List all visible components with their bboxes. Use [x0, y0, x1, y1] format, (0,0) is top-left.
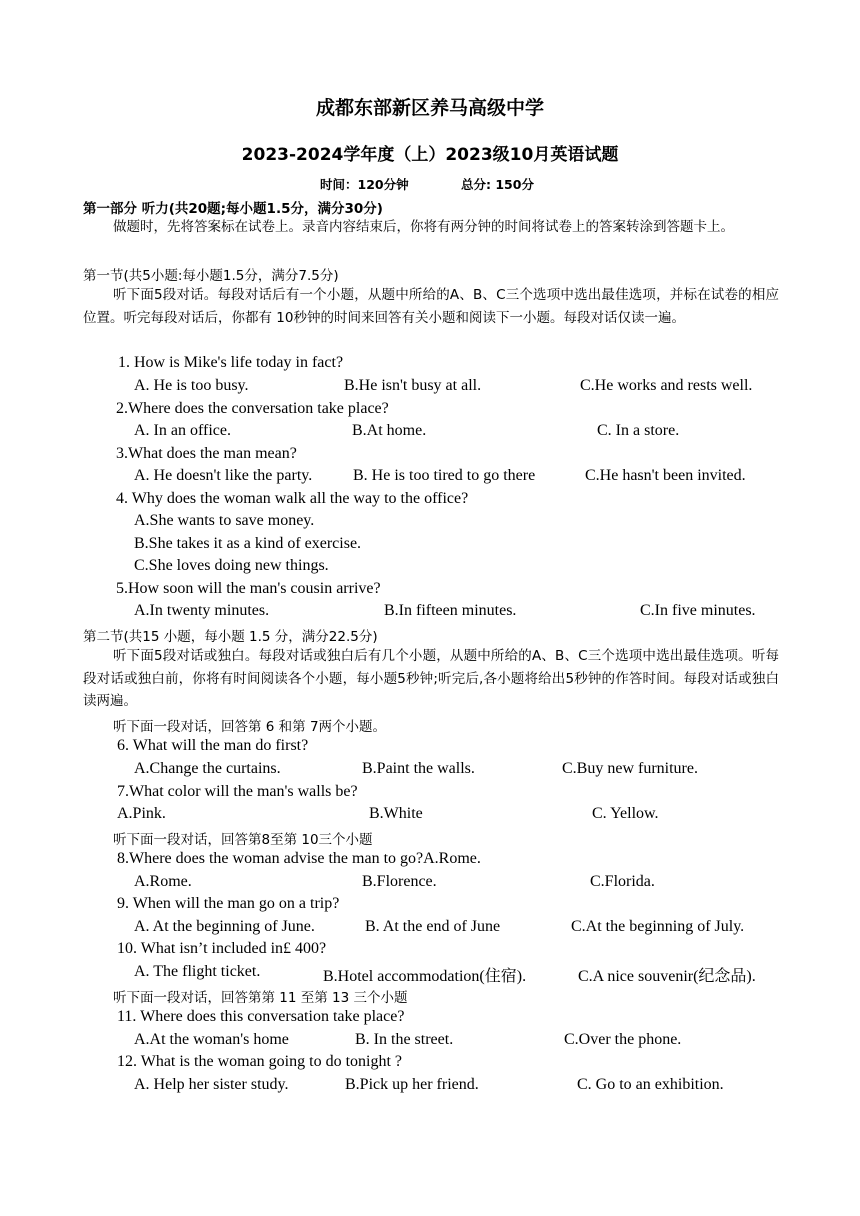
q8-option-b: B.Florence.: [362, 873, 437, 890]
school-name: 成都东部新区养马高级中学: [315, 97, 544, 119]
question-4: 4. Why does the woman walk all the way to the office?: [116, 490, 469, 507]
q3-option-a: A. He doesn't like the party.: [134, 467, 313, 484]
question-1: 1. How is Mike's life today in fact?: [118, 354, 344, 371]
question-10: 10. What isn’t included in£ 400?: [117, 940, 327, 957]
q8-option-c: C.Florida.: [590, 873, 655, 890]
q8-option-a: A.Rome.: [134, 873, 192, 890]
prompt-6-7: 听下面一段对话，回答第 6 和第 7两个小题。: [113, 719, 387, 735]
question-9: 9. When will the man go on a trip?: [117, 895, 340, 912]
q9-option-c: C.At the beginning of July.: [571, 918, 745, 935]
q2-option-c: C. In a store.: [597, 422, 680, 439]
question-11: 11. Where does this conversation take place?: [117, 1008, 405, 1025]
section1-instructions: 听下面5段对话。每段对话后有一个小题，从题中所给的A、B、C三个选项中选出最佳选项，并标在试卷的相应位置。听完每段对话后，你都有 10秒钟的时间来回答有关小题和阅读下一小题。每段对话仅读一遍。: [83, 287, 779, 326]
q6-option-b: B.Paint the walls.: [362, 760, 475, 777]
q4-option-b: B.She takes it as a kind of exercise.: [134, 535, 362, 552]
q11-option-b: B. In the street.: [355, 1031, 454, 1048]
q5-option-a: A.In twenty minutes.: [134, 602, 270, 619]
q2-option-b: B.At home.: [352, 422, 427, 439]
q4-option-c: C.She loves doing new things.: [134, 557, 329, 574]
exam-time: 时间：120分钟: [320, 177, 409, 192]
q4-option-a: A.She wants to save money.: [134, 512, 315, 529]
q5-option-c: C.In five minutes.: [640, 602, 756, 619]
q6-option-c: C.Buy new furniture.: [562, 760, 698, 777]
q3-option-b: B. He is too tired to go there: [353, 467, 536, 484]
question-5: 5.How soon will the man's cousin arrive?: [116, 580, 381, 597]
exam-total: 总分: 150分: [461, 177, 534, 192]
q10-option-b: B.Hotel accommodation(住宿).: [323, 968, 527, 985]
q6-option-a: A.Change the curtains.: [134, 760, 281, 777]
q12-option-c: C. Go to an exhibition.: [577, 1076, 724, 1093]
q9-option-b: B. At the end of June: [365, 918, 501, 935]
q1-option-c: C.He works and rests well.: [580, 377, 753, 394]
question-3: 3.What does the man mean?: [116, 445, 297, 462]
section1-heading: 第一节(共5小题:每小题1.5分，满分7.5分): [83, 268, 339, 284]
question-8: 8.Where does the woman advise the man to go?A.Rome.: [117, 850, 481, 867]
q5-option-b: B.In fifteen minutes.: [384, 602, 517, 619]
prompt-11-13: 听下面一段对话，回答第第 11 至第 13 三个小题: [113, 990, 408, 1006]
q7-option-a: A.Pink.: [117, 805, 166, 822]
section2-instructions: 听下面5段对话或独白。每段对话或独白后有几个小题，从题中所给的A、B、C三个选项中选出最佳选项。听每段对话或独白前，你将有时间阅读各个小题，每小题5秒钟;听完后,各小题将给出5秒钟的作答时间。每段对话或独白读两遍。: [83, 648, 779, 709]
question-6: 6. What will the man do first?: [117, 737, 309, 754]
q3-option-c: C.He hasn't been invited.: [585, 467, 746, 484]
question-12: 12. What is the woman going to do tonight ?: [117, 1053, 403, 1070]
q7-option-c: C. Yellow.: [592, 805, 659, 822]
question-7: 7.What color will the man's walls be?: [117, 783, 358, 800]
part1-heading: 第一部分 听力(共20题;每小题1.5分，满分30分): [83, 201, 383, 217]
q1-option-a: A. He is too busy.: [134, 377, 249, 394]
question-2: 2.Where does the conversation take place?: [116, 400, 389, 417]
q7-option-b: B.White: [369, 805, 423, 822]
prompt-8-10: 听下面一段对话，回答第8至第 10三个小题: [113, 832, 373, 848]
exam-title: 2023-2024学年度（上）2023级10月英语试题: [241, 145, 619, 165]
q12-option-a: A. Help her sister study.: [134, 1076, 289, 1093]
q2-option-a: A. In an office.: [134, 422, 231, 439]
q10-option-a: A. The flight ticket.: [134, 963, 261, 980]
q11-option-c: C.Over the phone.: [564, 1031, 682, 1048]
q10-option-c: C.A nice souvenir(纪念品).: [578, 968, 756, 985]
q12-option-b: B.Pick up her friend.: [345, 1076, 479, 1093]
q1-option-b: B.He isn't busy at all.: [344, 377, 482, 394]
section2-heading: 第二节(共15 小题，每小题 1.5 分，满分22.5分): [83, 629, 378, 645]
part1-instructions: 做题时，先将答案标在试卷上。录音内容结束后，你将有两分钟的时间将试卷上的答案转涂到答题卡上。: [113, 219, 734, 235]
q11-option-a: A.At the woman's home: [134, 1031, 289, 1048]
q9-option-a: A. At the beginning of June.: [134, 918, 315, 935]
